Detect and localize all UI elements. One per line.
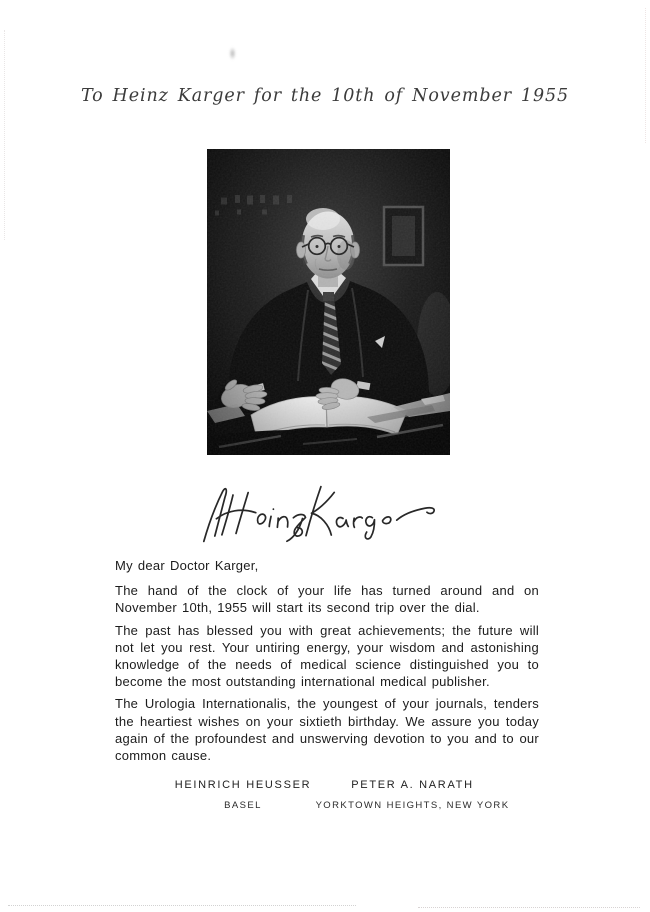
scan-artifact-smudge xyxy=(229,47,236,60)
signatory-name: HEINRICH HEUSSER xyxy=(174,779,312,791)
scan-artifact-right-edge xyxy=(645,8,646,143)
signatory-name: PETER A. NARATH xyxy=(351,779,474,791)
letter-paragraph: The hand of the clock of your life has turned around and on November 10th, 1955 will start its second trip over the dial. xyxy=(115,583,539,616)
scan-artifact-left-edge xyxy=(4,30,5,240)
letter-paragraph: The past has blessed you with great achievements; the future will not let you rest. Your untiring energy, your wisdom and astonishing knowledge of the needs of medical science distinguished you to become the most outstanding international medical publisher. xyxy=(115,622,539,690)
signatory-location: BASEL xyxy=(224,800,262,811)
scan-artifact-dotted-line xyxy=(418,907,640,908)
scan-artifact-dotted-line xyxy=(8,905,356,906)
portrait-photo xyxy=(207,149,450,455)
signatory-location: YORKTOWN HEIGHTS, NEW YORK xyxy=(315,800,510,811)
signature-strokes xyxy=(199,474,439,546)
salutation: My dear Doctor Karger, xyxy=(115,558,259,573)
letter-body xyxy=(115,557,539,769)
page-title: To Heinz Karger for the 10th of November 1955 xyxy=(80,86,570,106)
handwritten-signature xyxy=(199,474,439,546)
portrait-illustration xyxy=(207,149,450,455)
film-grain xyxy=(207,149,450,455)
letter-paragraph: The Urologia Internationalis, the youngest of your journals, tenders the heartiest wishes on your sixtieth birthday. We assure you today again of the profoundest and unswerving devotion to you and to our common cause. xyxy=(115,696,539,764)
signatory-narath xyxy=(300,779,525,811)
